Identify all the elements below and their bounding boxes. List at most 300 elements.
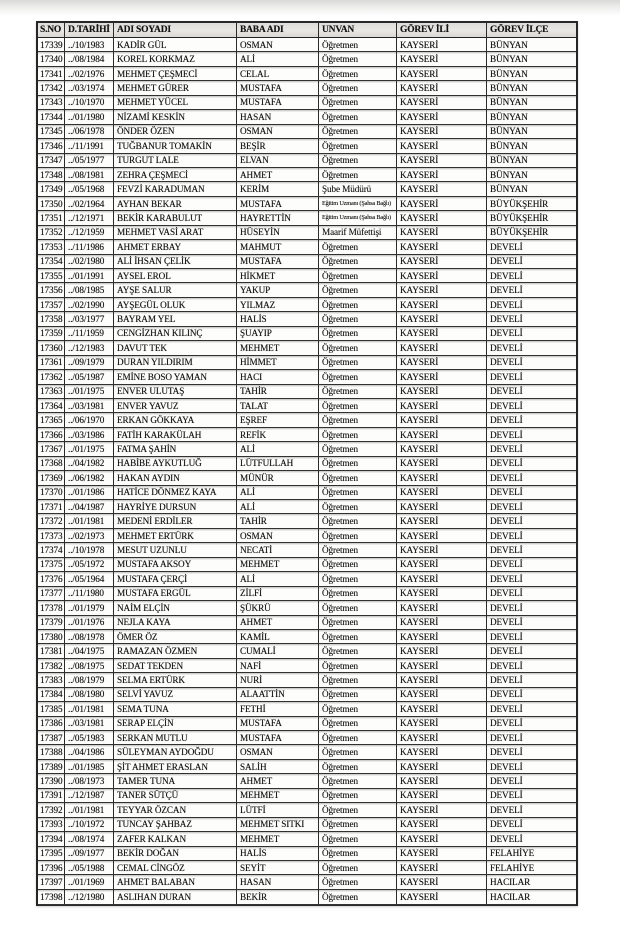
cell-father-name: CUMALİ	[237, 644, 319, 657]
cell-father-name: LÜTFULLAH	[237, 457, 319, 470]
table-row	[38, 890, 576, 904]
cell-duty-province: KAYSERİ	[397, 572, 487, 585]
cell-father-name: MEHMET SITKI	[237, 818, 319, 831]
cell-duty-district: DEVELİ	[490, 833, 523, 844]
cell-duty-district: DEVELİ	[490, 732, 523, 743]
table-row	[38, 587, 576, 601]
table-row	[38, 543, 576, 557]
cell-birth-date: ../08/1978	[65, 630, 114, 643]
cell-father-name: ALİ	[237, 442, 319, 455]
cell-father-name: AHMET	[237, 168, 319, 181]
cell-full-name: TANER SÜTÇÜ	[114, 789, 237, 802]
cell-birth-date: ../10/1970	[65, 96, 114, 109]
cell-full-name: ZEHRA ÇEŞMECİ	[114, 168, 237, 181]
cell-birth-date: ../02/1976	[65, 67, 114, 80]
cell-full-name: ENVER ULUTAŞ	[114, 385, 237, 398]
cell-full-name: RAMAZAN ÖZMEN	[114, 644, 237, 657]
cell-serial-number: 17341	[38, 67, 65, 80]
cell-full-name: TUNCAY ŞAHBAZ	[114, 818, 237, 831]
cell-serial-number: 17342	[38, 81, 65, 94]
cell-birth-date: ../01/1975	[65, 442, 114, 455]
cell-duty-province: KAYSERİ	[397, 385, 487, 398]
cell-duty-province: KAYSERİ	[397, 529, 487, 542]
table-row	[38, 803, 576, 817]
cell-full-name: TUĞBANUR TOMAKİN	[114, 139, 237, 152]
cell-title: Öğretmen	[319, 67, 397, 80]
cell-title: Öğretmen	[319, 543, 397, 556]
cell-duty-province: KAYSERİ	[397, 255, 487, 268]
cell-serial-number: 17361	[38, 356, 65, 369]
cell-duty-district: FELAHİYE	[490, 848, 535, 859]
cell-full-name: SEDAT TEKDEN	[114, 659, 237, 672]
cell-title: Öğretmen	[319, 471, 397, 484]
cell-duty-district: DEVELİ	[490, 516, 523, 527]
cell-birth-date: ../04/1986	[65, 745, 114, 758]
cell-duty-district: DEVELİ	[490, 285, 523, 296]
cell-father-name: NECATİ	[237, 543, 319, 556]
cell-duty-province: KAYSERİ	[397, 731, 487, 744]
cell-duty-province: KAYSERİ	[397, 644, 487, 657]
cell-birth-date: ../10/1978	[65, 543, 114, 556]
table-row	[38, 385, 576, 399]
cell-serial-number: 17344	[38, 110, 65, 123]
cell-title: Öğretmen	[319, 283, 397, 296]
cell-serial-number: 17375	[38, 558, 65, 571]
cell-birth-date: ../05/1983	[65, 731, 114, 744]
cell-father-name: HAYRETTİN	[237, 211, 319, 224]
cell-father-name: NAFİ	[237, 659, 319, 672]
cell-serial-number: 17387	[38, 731, 65, 744]
cell-full-name: ENVER YAVUZ	[114, 399, 237, 412]
cell-birth-date: ../06/1978	[65, 125, 114, 138]
cell-duty-district: FELAHİYE	[490, 862, 535, 873]
cell-title: Öğretmen	[319, 81, 397, 94]
cell-title: Öğretmen	[319, 529, 397, 542]
table-row	[38, 96, 576, 110]
cell-serial-number: 17352	[38, 226, 65, 239]
cell-serial-number: 17376	[38, 572, 65, 585]
cell-father-name: ŞÜKRÜ	[237, 601, 319, 614]
cell-full-name: EMİNE BOSO YAMAN	[114, 370, 237, 383]
table-row	[38, 659, 576, 673]
cell-title: Öğretmen	[319, 139, 397, 152]
cell-serial-number: 17350	[38, 197, 65, 210]
cell-birth-date: ../08/1984	[65, 52, 114, 65]
cell-duty-province: KAYSERİ	[397, 659, 487, 672]
cell-father-name: ALAATTİN	[237, 688, 319, 701]
table-row	[38, 240, 576, 254]
cell-duty-province: KAYSERİ	[397, 341, 487, 354]
cell-birth-date: ../11/1991	[65, 139, 114, 152]
cell-serial-number: 17381	[38, 644, 65, 657]
cell-title: Öğretmen	[319, 890, 397, 904]
cell-serial-number: 17359	[38, 327, 65, 340]
cell-duty-province: KAYSERİ	[397, 125, 487, 138]
cell-serial-number: 17372	[38, 514, 65, 527]
cell-duty-province: KAYSERİ	[397, 38, 487, 51]
cell-father-name: BEKİR	[237, 890, 319, 904]
cell-duty-province: KAYSERİ	[397, 370, 487, 383]
cell-full-name: BAYRAM YEL	[114, 312, 237, 325]
cell-father-name: ALİ	[237, 52, 319, 65]
cell-title: Öğretmen	[319, 630, 397, 643]
cell-duty-province: KAYSERİ	[397, 630, 487, 643]
cell-duty-district: DEVELİ	[490, 790, 523, 801]
cell-duty-province: KAYSERİ	[397, 356, 487, 369]
cell-birth-date: ../11/1980	[65, 587, 114, 600]
cell-duty-district: DEVELİ	[490, 400, 523, 411]
cell-duty-province: KAYSERİ	[397, 96, 487, 109]
cell-title: Öğretmen	[319, 341, 397, 354]
table-row	[38, 312, 576, 326]
cell-title: Öğretmen	[319, 514, 397, 527]
cell-full-name: SERKAN MUTLU	[114, 731, 237, 744]
cell-duty-district: DEVELİ	[490, 342, 523, 353]
cell-duty-province: KAYSERİ	[397, 774, 487, 787]
table-row	[38, 197, 576, 211]
table-row	[38, 442, 576, 456]
cell-duty-province: KAYSERİ	[397, 587, 487, 600]
cell-father-name: MÜNÜR	[237, 471, 319, 484]
cell-title: Öğretmen	[319, 717, 397, 730]
cell-serial-number: 17363	[38, 385, 65, 398]
cell-title: Öğretmen	[319, 688, 397, 701]
cell-serial-number: 17368	[38, 457, 65, 470]
cell-birth-date: ../03/1986	[65, 428, 114, 441]
cell-father-name: CELAL	[237, 67, 319, 80]
cell-father-name: NURİ	[237, 673, 319, 686]
table-row	[38, 717, 576, 731]
cell-title: Öğretmen	[319, 356, 397, 369]
cell-title: Öğretmen	[319, 413, 397, 426]
cell-father-name: ELVAN	[237, 154, 319, 167]
cell-duty-province: KAYSERİ	[397, 81, 487, 94]
table-row	[38, 182, 576, 196]
cell-father-name: FETHİ	[237, 702, 319, 715]
cell-duty-district: DEVELİ	[490, 328, 523, 339]
cell-serial-number: 17367	[38, 442, 65, 455]
cell-birth-date: ../05/1968	[65, 182, 114, 195]
cell-full-name: SÜLEYMAN AYDOĞDU	[114, 745, 237, 758]
cell-duty-district: DEVELİ	[490, 674, 523, 685]
cell-serial-number: 17364	[38, 399, 65, 412]
cell-duty-province: KAYSERİ	[397, 500, 487, 513]
table-row	[38, 702, 576, 716]
cell-father-name: HASAN	[237, 875, 319, 888]
cell-birth-date: ../01/1991	[65, 269, 114, 282]
cell-father-name: AHMET	[237, 774, 319, 787]
cell-duty-province: KAYSERİ	[397, 717, 487, 730]
table-row	[38, 52, 576, 66]
cell-title: Öğretmen	[319, 442, 397, 455]
table-row	[38, 38, 576, 52]
cell-duty-district: DEVELİ	[490, 371, 523, 382]
table-row	[38, 226, 576, 240]
cell-serial-number: 17386	[38, 717, 65, 730]
table-row	[38, 110, 576, 124]
cell-duty-province: KAYSERİ	[397, 832, 487, 845]
cell-duty-district: DEVELİ	[490, 761, 523, 772]
cell-duty-district: DEVELİ	[490, 443, 523, 454]
cell-serial-number: 17394	[38, 832, 65, 845]
table-body	[38, 38, 576, 904]
cell-duty-province: KAYSERİ	[397, 182, 487, 195]
cell-duty-province: KAYSERİ	[397, 558, 487, 571]
cell-serial-number: 17346	[38, 139, 65, 152]
cell-birth-date: ../11/1959	[65, 327, 114, 340]
cell-duty-district: BÜNYAN	[490, 126, 528, 137]
cell-serial-number: 17377	[38, 587, 65, 600]
table-row	[38, 601, 576, 615]
cell-birth-date: ../10/1983	[65, 38, 114, 51]
cell-full-name: HATİCE DÖNMEZ KAYA	[114, 486, 237, 499]
cell-birth-date: ../04/1987	[65, 500, 114, 513]
cell-serial-number: 17358	[38, 312, 65, 325]
table-row	[38, 760, 576, 774]
cell-birth-date: ../08/1979	[65, 673, 114, 686]
cell-title: Öğretmen	[319, 818, 397, 831]
cell-father-name: ŞUAYIP	[237, 327, 319, 340]
cell-father-name: SEYİT	[237, 861, 319, 874]
column-header-birth-date: D.TARİHİ	[65, 23, 114, 37]
cell-father-name: MUSTAFA	[237, 731, 319, 744]
cell-birth-date: ../01/1985	[65, 760, 114, 773]
cell-birth-date: ../08/1975	[65, 659, 114, 672]
cell-duty-province: KAYSERİ	[397, 745, 487, 758]
cell-full-name: BEKİR DOĞAN	[114, 847, 237, 860]
table-row	[38, 370, 576, 384]
table-row	[38, 283, 576, 297]
cell-birth-date: ../06/1982	[65, 471, 114, 484]
cell-father-name: MUSTAFA	[237, 81, 319, 94]
cell-serial-number: 17356	[38, 283, 65, 296]
cell-father-name: HALİS	[237, 847, 319, 860]
cell-duty-district: DEVELİ	[490, 660, 523, 671]
cell-birth-date: ../12/1987	[65, 789, 114, 802]
cell-duty-district: DEVELİ	[490, 573, 523, 584]
cell-duty-district: DEVELİ	[490, 415, 523, 426]
cell-full-name: BEKİR KARABULUT	[114, 211, 237, 224]
cell-full-name: AYŞEGÜL OLUK	[114, 298, 237, 311]
cell-full-name: MEHMET ERTÜRK	[114, 529, 237, 542]
cell-full-name: SERAP ELÇİN	[114, 717, 237, 730]
cell-duty-district: DEVELİ	[490, 429, 523, 440]
cell-duty-district: DEVELİ	[490, 256, 523, 267]
cell-title: Öğretmen	[319, 269, 397, 282]
cell-title: Öğretmen	[319, 558, 397, 571]
cell-full-name: FATİH KARAKÜLAH	[114, 428, 237, 441]
scan-edge-artifact	[0, 0, 620, 16]
cell-full-name: MEDENİ ERDİLER	[114, 514, 237, 527]
cell-duty-province: KAYSERİ	[397, 803, 487, 816]
cell-serial-number: 17366	[38, 428, 65, 441]
cell-duty-district: DEVELİ	[490, 776, 523, 787]
cell-father-name: MEHMET	[237, 558, 319, 571]
table-row	[38, 514, 576, 528]
cell-full-name: NEJLA KAYA	[114, 616, 237, 629]
cell-duty-province: KAYSERİ	[397, 471, 487, 484]
cell-duty-district: DEVELİ	[490, 458, 523, 469]
table-row	[38, 558, 576, 572]
table-row	[38, 572, 576, 586]
personnel-table	[36, 21, 578, 906]
cell-serial-number: 17348	[38, 168, 65, 181]
cell-birth-date: ../03/1981	[65, 399, 114, 412]
cell-duty-district: DEVELİ	[490, 299, 523, 310]
cell-birth-date: ../04/1975	[65, 644, 114, 657]
cell-birth-date: ../02/1973	[65, 529, 114, 542]
cell-birth-date: ../02/1964	[65, 197, 114, 210]
cell-full-name: ÖNDER ÖZEN	[114, 125, 237, 138]
cell-serial-number: 17373	[38, 529, 65, 542]
cell-father-name: AHMET	[237, 616, 319, 629]
cell-duty-province: KAYSERİ	[397, 789, 487, 802]
cell-full-name: FATMA ŞAHİN	[114, 442, 237, 455]
table-row	[38, 630, 576, 644]
cell-full-name: CENGİZHAN KILINÇ	[114, 327, 237, 340]
cell-full-name: ŞİT AHMET ERASLAN	[114, 760, 237, 773]
cell-serial-number: 17395	[38, 847, 65, 860]
cell-birth-date: ../09/1977	[65, 847, 114, 860]
cell-birth-date: ../01/1969	[65, 875, 114, 888]
table-row	[38, 154, 576, 168]
cell-birth-date: ../01/1980	[65, 110, 114, 123]
cell-full-name: AHMET ERBAY	[114, 240, 237, 253]
cell-duty-province: KAYSERİ	[397, 616, 487, 629]
cell-full-name: MUSTAFA ERGÜL	[114, 587, 237, 600]
cell-father-name: MUSTAFA	[237, 197, 319, 210]
cell-full-name: AHMET BALABAN	[114, 875, 237, 888]
table-row	[38, 847, 576, 861]
cell-father-name: OSMAN	[237, 745, 319, 758]
table-row	[38, 139, 576, 153]
cell-duty-province: KAYSERİ	[397, 847, 487, 860]
cell-duty-province: KAYSERİ	[397, 52, 487, 65]
table-row	[38, 327, 576, 341]
cell-duty-district: BÜNYAN	[490, 83, 528, 94]
table-row	[38, 486, 576, 500]
table-row	[38, 81, 576, 95]
cell-birth-date: ../05/1972	[65, 558, 114, 571]
cell-title: Öğretmen	[319, 572, 397, 585]
cell-serial-number: 17351	[38, 211, 65, 224]
cell-duty-province: KAYSERİ	[397, 139, 487, 152]
cell-birth-date: ../05/1964	[65, 572, 114, 585]
cell-father-name: MUSTAFA	[237, 96, 319, 109]
cell-birth-date: ../01/1981	[65, 803, 114, 816]
cell-duty-district: DEVELİ	[490, 487, 523, 498]
cell-title: Öğretmen	[319, 875, 397, 888]
cell-duty-province: KAYSERİ	[397, 240, 487, 253]
cell-birth-date: ../12/1959	[65, 226, 114, 239]
cell-father-name: KAMİL	[237, 630, 319, 643]
cell-serial-number: 17339	[38, 38, 65, 51]
cell-serial-number: 17392	[38, 803, 65, 816]
cell-full-name: MESUT UZUNLU	[114, 543, 237, 556]
cell-duty-province: KAYSERİ	[397, 283, 487, 296]
cell-title: Öğretmen	[319, 774, 397, 787]
cell-father-name: HALİS	[237, 312, 319, 325]
cell-serial-number: 17343	[38, 96, 65, 109]
cell-duty-district: DEVELİ	[490, 689, 523, 700]
cell-duty-district: BÜYÜKŞEHİR	[490, 227, 549, 238]
cell-father-name: MEHMET	[237, 832, 319, 845]
cell-duty-province: KAYSERİ	[397, 399, 487, 412]
cell-full-name: NAİM ELÇİN	[114, 601, 237, 614]
cell-duty-district: DEVELİ	[490, 530, 523, 541]
cell-serial-number: 17354	[38, 255, 65, 268]
cell-father-name: MUSTAFA	[237, 255, 319, 268]
table-row	[38, 428, 576, 442]
cell-serial-number: 17396	[38, 861, 65, 874]
cell-birth-date: ../12/1971	[65, 211, 114, 224]
cell-duty-province: KAYSERİ	[397, 298, 487, 311]
cell-father-name: REFİK	[237, 428, 319, 441]
table-row	[38, 471, 576, 485]
cell-serial-number: 17353	[38, 240, 65, 253]
cell-full-name: MUSTAFA ÇERÇİ	[114, 572, 237, 585]
cell-full-name: MUSTAFA AKSOY	[114, 558, 237, 571]
table-row	[38, 789, 576, 803]
cell-full-name: TAMER TUNA	[114, 774, 237, 787]
cell-serial-number: 17370	[38, 486, 65, 499]
cell-title: Öğretmen	[319, 659, 397, 672]
cell-full-name: ALİ İHSAN ÇELİK	[114, 255, 237, 268]
cell-birth-date: ../03/1974	[65, 81, 114, 94]
cell-duty-district: BÜNYAN	[490, 184, 528, 195]
cell-full-name: SEMA TUNA	[114, 702, 237, 715]
cell-duty-district: DEVELİ	[490, 545, 523, 556]
table-row	[38, 644, 576, 658]
cell-father-name: HÜSEYİN	[237, 226, 319, 239]
cell-full-name: CEMAL CİNGÖZ	[114, 861, 237, 874]
cell-father-name: ALİ	[237, 500, 319, 513]
cell-duty-province: KAYSERİ	[397, 211, 487, 224]
cell-title: Öğretmen	[319, 745, 397, 758]
cell-father-name: TALAT	[237, 399, 319, 412]
cell-full-name: MEHMET VASİ ARAT	[114, 226, 237, 239]
cell-father-name: KERİM	[237, 182, 319, 195]
cell-birth-date: ../02/1980	[65, 255, 114, 268]
cell-title: Öğretmen	[319, 428, 397, 441]
cell-father-name: MAHMUT	[237, 240, 319, 253]
cell-full-name: NİZAMİ KESKİN	[114, 110, 237, 123]
cell-duty-district: DEVELİ	[490, 631, 523, 642]
cell-serial-number: 17380	[38, 630, 65, 643]
cell-duty-district: DEVELİ	[490, 501, 523, 512]
cell-duty-province: KAYSERİ	[397, 486, 487, 499]
cell-duty-province: KAYSERİ	[397, 673, 487, 686]
cell-serial-number: 17349	[38, 182, 65, 195]
cell-serial-number: 17369	[38, 471, 65, 484]
cell-serial-number: 17360	[38, 341, 65, 354]
cell-duty-province: KAYSERİ	[397, 543, 487, 556]
cell-full-name: KOREL KORKMAZ	[114, 52, 237, 65]
cell-full-name: SELMA ERTÜRK	[114, 673, 237, 686]
cell-full-name: ÖMER ÖZ	[114, 630, 237, 643]
cell-duty-district: DEVELİ	[490, 472, 523, 483]
table-row	[38, 211, 576, 225]
cell-title: Öğretmen	[319, 125, 397, 138]
cell-birth-date: ../01/1981	[65, 702, 114, 715]
cell-serial-number: 17371	[38, 500, 65, 513]
cell-title: Öğretmen	[319, 847, 397, 860]
cell-title: Öğretmen	[319, 587, 397, 600]
cell-father-name: SALİH	[237, 760, 319, 773]
cell-duty-district: BÜYÜKŞEHİR	[490, 212, 549, 223]
table-row	[38, 399, 576, 413]
cell-duty-province: KAYSERİ	[397, 428, 487, 441]
